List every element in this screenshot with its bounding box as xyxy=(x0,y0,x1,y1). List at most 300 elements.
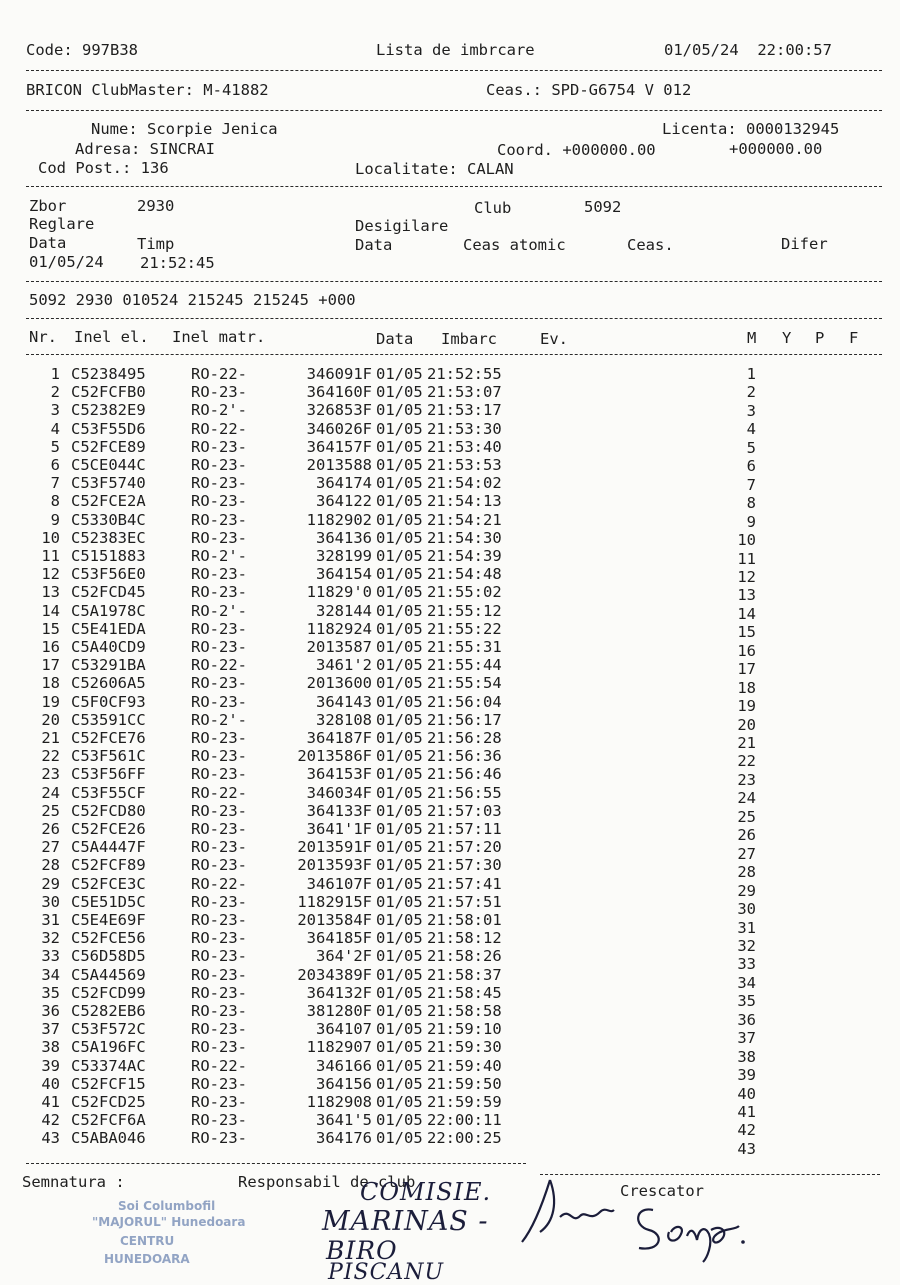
ring-number: 326853F xyxy=(306,401,372,420)
ring-electronic: C5E4E69F xyxy=(71,911,146,929)
col-ev: Ev. xyxy=(540,330,568,348)
position-m: 14 xyxy=(737,604,756,623)
ring-prefix: RO-23- xyxy=(191,983,247,1002)
ring-electronic: C52FCE3C xyxy=(71,874,146,893)
row-number: 7 xyxy=(50,474,60,493)
arrival-date: 01/05 xyxy=(376,983,423,1002)
arrival-date: 01/05 xyxy=(376,838,423,857)
desigilare-data-label: Data xyxy=(355,236,393,254)
row-number: 37 xyxy=(41,1020,60,1039)
ring-prefix: RO-23- xyxy=(191,1111,247,1130)
arrival-date: 01/05 xyxy=(376,729,423,747)
col-imbarc: Imbarc xyxy=(441,330,497,348)
arrival-date: 01/05 xyxy=(376,492,423,511)
position-m: 13 xyxy=(737,586,756,605)
ring-number: 346166 xyxy=(316,1056,372,1075)
position-m: 29 xyxy=(737,881,756,900)
row-number: 4 xyxy=(50,419,60,438)
ring-number: 3641'1F xyxy=(306,820,372,838)
table-row xyxy=(0,494,900,512)
arrival-date: 01/05 xyxy=(376,583,423,602)
arrival-date: 01/05 xyxy=(376,383,423,402)
ring-prefix: RO-2'- xyxy=(191,401,247,420)
row-number: 15 xyxy=(41,619,60,638)
position-m: 16 xyxy=(737,641,756,660)
ring-prefix: RO-23- xyxy=(191,1020,247,1039)
arrival-time: 21:57:20 xyxy=(427,838,502,857)
position-m: 12 xyxy=(737,567,756,586)
ring-number: 381280F xyxy=(306,1002,372,1020)
row-number: 36 xyxy=(41,1002,60,1020)
position-m: 36 xyxy=(737,1010,756,1029)
ring-electronic: C5E41EDA xyxy=(71,619,146,638)
ring-prefix: RO-22- xyxy=(191,419,247,438)
ring-prefix: RO-22- xyxy=(191,874,247,893)
ring-prefix: RO-2'- xyxy=(191,547,247,565)
ring-number: 2013593F xyxy=(297,856,372,875)
position-m: 38 xyxy=(737,1047,756,1066)
club-number: 5092 xyxy=(584,198,622,216)
position-m: 25 xyxy=(737,807,756,826)
position-m: 39 xyxy=(737,1066,756,1085)
table-row xyxy=(0,947,900,974)
row-number: 32 xyxy=(41,929,60,948)
owner-address: Adresa: SINCRAI xyxy=(75,140,215,158)
arrival-date: 01/05 xyxy=(376,947,423,966)
signature-label: Semnatura : xyxy=(22,1173,125,1191)
position-m: 24 xyxy=(737,789,756,808)
ring-number: 346091F xyxy=(306,365,372,383)
license-number: Licenta: 0000132945 xyxy=(662,120,840,138)
ring-electronic: C53291BA xyxy=(71,656,146,675)
arrival-date: 01/05 xyxy=(376,1111,423,1130)
arrival-time: 21:55:44 xyxy=(427,656,502,675)
arrival-time: 21:54:02 xyxy=(427,474,502,493)
position-m: 32 xyxy=(737,936,756,955)
owner-name: Nume: Scorpie Jenica xyxy=(91,120,278,138)
breeder-label: Crescator xyxy=(620,1182,704,1200)
ring-prefix: RO-23- xyxy=(191,1129,247,1148)
arrival-time: 21:59:59 xyxy=(427,1093,502,1111)
ring-number: 1182924 xyxy=(306,619,372,638)
arrival-time: 21:55:22 xyxy=(427,619,502,638)
arrival-date: 01/05 xyxy=(376,692,423,711)
arrival-time: 21:57:30 xyxy=(427,856,502,875)
ring-number: 11829'0 xyxy=(306,583,372,602)
arrival-date: 01/05 xyxy=(376,747,423,766)
position-m: 18 xyxy=(737,678,756,697)
arrival-date: 01/05 xyxy=(376,547,423,565)
row-number: 34 xyxy=(41,965,60,984)
ring-prefix: RO-23- xyxy=(191,456,247,474)
row-number: 8 xyxy=(50,492,60,511)
table-row xyxy=(0,692,900,716)
ring-prefix: RO-23- xyxy=(191,510,247,529)
row-number: 30 xyxy=(41,892,60,911)
col-m: M xyxy=(747,329,757,347)
col-f: F xyxy=(849,329,859,347)
divider xyxy=(26,186,882,187)
arrival-date: 01/05 xyxy=(376,474,423,493)
arrival-date: 01/05 xyxy=(376,710,423,729)
table-row xyxy=(0,965,900,992)
ring-number: 2034389F xyxy=(297,965,372,984)
ring-prefix: RO-23- xyxy=(191,1074,247,1093)
arrival-time: 21:58:37 xyxy=(427,965,502,984)
ring-number: 3641'5 xyxy=(316,1111,372,1130)
document-title: Lista de imbrcare xyxy=(376,41,535,59)
ring-prefix: RO-23- xyxy=(191,383,247,402)
ring-electronic: C5A4447F xyxy=(71,838,146,857)
row-number: 22 xyxy=(41,747,60,766)
arrival-date: 01/05 xyxy=(376,892,423,911)
row-number: 25 xyxy=(41,801,60,820)
row-number: 28 xyxy=(41,856,60,875)
arrival-date: 01/05 xyxy=(376,656,423,675)
arrival-date: 01/05 xyxy=(376,401,423,420)
ring-electronic: C52FCD80 xyxy=(71,801,146,820)
row-number: 23 xyxy=(41,765,60,784)
arrival-date: 01/05 xyxy=(376,1093,423,1111)
ring-prefix: RO-23- xyxy=(191,856,247,875)
reglare-label: Reglare xyxy=(29,215,95,233)
table-row xyxy=(0,674,900,697)
ring-electronic: C5A196FC xyxy=(71,1038,146,1057)
row-number: 31 xyxy=(41,911,60,929)
arrival-time: 21:58:26 xyxy=(427,947,502,966)
arrival-time: 21:57:41 xyxy=(427,874,502,893)
arrival-date: 01/05 xyxy=(376,365,423,383)
arrival-time: 21:56:36 xyxy=(427,747,502,766)
arrival-time: 21:54:13 xyxy=(427,492,502,511)
row-number: 38 xyxy=(41,1038,60,1057)
row-number: 21 xyxy=(41,729,60,747)
arrival-date: 01/05 xyxy=(376,874,423,893)
row-number: 33 xyxy=(41,947,60,966)
arrival-time: 21:56:46 xyxy=(427,765,502,784)
ring-number: 364185F xyxy=(306,929,372,948)
arrival-date: 01/05 xyxy=(376,911,423,929)
ring-prefix: RO-23- xyxy=(191,747,247,766)
position-m: 37 xyxy=(737,1029,756,1048)
row-number: 6 xyxy=(50,456,60,474)
time-label: Timp xyxy=(137,235,175,253)
position-m: 21 xyxy=(737,734,756,752)
arrival-date: 01/05 xyxy=(376,601,423,620)
arrival-date: 01/05 xyxy=(376,965,423,984)
ring-prefix: RO-23- xyxy=(191,1002,247,1020)
ring-electronic: C53F55CF xyxy=(71,783,146,802)
position-m: 9 xyxy=(746,512,756,531)
ring-prefix: RO-23- xyxy=(191,583,247,602)
coordinates-lon: +000000.00 xyxy=(729,140,823,158)
ring-electronic: C53F55D6 xyxy=(71,419,146,438)
arrival-time: 21:53:53 xyxy=(427,456,502,474)
ring-electronic: C52FCE2A xyxy=(71,492,146,511)
ring-electronic: C52FCF6A xyxy=(71,1111,146,1130)
position-m: 7 xyxy=(746,475,756,494)
ring-prefix: RO-23- xyxy=(191,619,247,638)
ring-number: 364187F xyxy=(306,729,372,747)
ring-electronic: C52382E9 xyxy=(71,401,146,420)
position-m: 42 xyxy=(737,1121,756,1140)
row-number: 18 xyxy=(41,674,60,693)
arrival-time: 21:55:12 xyxy=(427,601,502,620)
arrival-time: 22:00:25 xyxy=(427,1129,502,1148)
flight-number: 2930 xyxy=(137,197,175,215)
code-label: Code: 997B38 xyxy=(26,41,138,59)
position-m: 34 xyxy=(737,973,756,992)
arrival-date: 01/05 xyxy=(376,674,423,693)
ring-electronic: C53F561C xyxy=(71,747,146,766)
ring-electronic: C5A1978C xyxy=(71,601,146,620)
ring-prefix: RO-23- xyxy=(191,437,247,456)
atomic-clock-label: Ceas atomic xyxy=(463,236,566,254)
ring-number: 364143 xyxy=(316,692,372,711)
flight-code-line: 5092 2930 010524 215245 215245 +000 xyxy=(29,291,356,309)
ring-prefix: RO-2'- xyxy=(191,601,247,620)
ring-electronic: C5A40CD9 xyxy=(71,638,146,656)
ring-prefix: RO-23- xyxy=(191,528,247,547)
arrival-time: 21:58:01 xyxy=(427,911,502,929)
ring-prefix: RO-23- xyxy=(191,1093,247,1111)
arrival-time: 21:53:40 xyxy=(427,437,502,456)
ring-prefix: RO-23- xyxy=(191,729,247,747)
ring-prefix: RO-23- xyxy=(191,1038,247,1057)
arrival-time: 21:55:31 xyxy=(427,638,502,656)
clock-label: Ceas. xyxy=(627,236,674,254)
ring-number: 2013600 xyxy=(306,674,372,693)
club-responsible-label: Responsabil de club xyxy=(238,1173,416,1191)
ring-number: 364156 xyxy=(316,1074,372,1093)
arrival-date: 01/05 xyxy=(376,1038,423,1057)
arrival-date: 01/05 xyxy=(376,1129,423,1148)
ring-number: 1182908 xyxy=(306,1093,372,1111)
position-m: 40 xyxy=(737,1084,756,1103)
position-m: 20 xyxy=(737,715,756,734)
arrival-time: 21:53:30 xyxy=(427,419,502,438)
arrival-time: 21:59:10 xyxy=(427,1020,502,1039)
ring-prefix: RO-23- xyxy=(191,474,247,493)
position-m: 4 xyxy=(746,420,756,439)
arrival-date: 01/05 xyxy=(376,437,423,456)
ring-prefix: RO-23- xyxy=(191,838,247,857)
ring-electronic: C52FCD45 xyxy=(71,583,146,602)
ring-prefix: RO-22- xyxy=(191,783,247,802)
row-number: 43 xyxy=(41,1129,60,1148)
arrival-date: 01/05 xyxy=(376,528,423,547)
ring-electronic: C53374AC xyxy=(71,1056,146,1075)
position-m: 11 xyxy=(737,549,756,568)
position-m: 15 xyxy=(737,623,756,642)
ring-prefix: RO-23- xyxy=(191,765,247,784)
arrival-time: 21:55:02 xyxy=(427,583,502,602)
arrival-time: 21:57:03 xyxy=(427,801,502,820)
arrival-time: 21:56:17 xyxy=(427,710,502,729)
ring-number: 2013588 xyxy=(306,456,372,474)
ring-number: 2013586F xyxy=(297,747,372,766)
arrival-time: 21:56:55 xyxy=(427,783,502,802)
position-m: 5 xyxy=(746,438,756,457)
reglare-date: 01/05/24 xyxy=(29,253,104,271)
arrival-time: 21:53:07 xyxy=(427,383,502,402)
ring-electronic: C53591CC xyxy=(71,710,146,729)
ring-number: 364133F xyxy=(306,801,372,820)
position-m: 10 xyxy=(737,531,756,550)
arrival-date: 01/05 xyxy=(376,638,423,656)
table-row xyxy=(0,403,900,421)
ring-number: 3461'2 xyxy=(316,656,372,675)
ring-prefix: RO-23- xyxy=(191,492,247,511)
coordinates-lat: Coord. +000000.00 xyxy=(497,141,656,159)
ring-electronic: C56D58D5 xyxy=(71,947,146,966)
ring-electronic: C5238495 xyxy=(71,365,146,383)
ring-number: 2013587 xyxy=(306,638,372,656)
row-number: 13 xyxy=(41,583,60,602)
row-number: 5 xyxy=(50,437,60,456)
ring-prefix: RO-23- xyxy=(191,929,247,948)
ring-number: 2013591F xyxy=(297,838,372,857)
position-m: 19 xyxy=(737,697,756,716)
table-row xyxy=(0,765,900,789)
row-number: 1 xyxy=(50,365,60,383)
position-m: 8 xyxy=(746,494,756,513)
ring-number: 364'2F xyxy=(316,947,372,966)
ring-electronic: C52FCF15 xyxy=(71,1074,146,1093)
table-row xyxy=(0,585,900,603)
position-m: 6 xyxy=(746,457,756,476)
divider xyxy=(26,70,882,71)
arrival-time: 21:52:55 xyxy=(427,365,502,383)
arrival-time: 21:57:11 xyxy=(427,820,502,838)
position-m: 30 xyxy=(737,900,756,919)
reglare-time: 21:52:45 xyxy=(140,254,215,272)
flight-label: Zbor xyxy=(29,197,67,215)
ring-prefix: RO-23- xyxy=(191,674,247,693)
divider xyxy=(26,281,882,282)
position-m: 23 xyxy=(737,770,756,789)
row-number: 41 xyxy=(41,1093,60,1111)
arrival-time: 21:56:04 xyxy=(427,692,502,711)
arrival-date: 01/05 xyxy=(376,419,423,438)
arrival-date: 01/05 xyxy=(376,783,423,802)
col-y: Y xyxy=(782,329,792,347)
divider xyxy=(26,110,882,111)
position-m: 31 xyxy=(737,918,756,937)
arrival-date: 01/05 xyxy=(376,856,423,875)
ring-electronic: C53F5740 xyxy=(71,474,146,493)
ring-electronic: C53F56FF xyxy=(71,765,146,784)
row-number: 14 xyxy=(41,601,60,620)
position-m: 43 xyxy=(737,1139,756,1158)
row-number: 26 xyxy=(41,820,60,838)
ring-number: 364176 xyxy=(316,1129,372,1148)
row-number: 24 xyxy=(41,783,60,802)
ring-electronic: C52FCD99 xyxy=(71,983,146,1002)
ring-number: 364132F xyxy=(306,983,372,1002)
ring-prefix: RO-2'- xyxy=(191,710,247,729)
position-m: 3 xyxy=(746,401,756,420)
arrival-time: 21:54:48 xyxy=(427,565,502,584)
arrival-time: 21:58:12 xyxy=(427,929,502,948)
arrival-time: 21:56:28 xyxy=(427,729,502,747)
ring-number: 2013584F xyxy=(297,911,372,929)
ring-prefix: RO-23- xyxy=(191,638,247,656)
ring-number: 364160F xyxy=(306,383,372,402)
print-datetime: 01/05/24 22:00:57 xyxy=(664,41,832,59)
arrival-date: 01/05 xyxy=(376,510,423,529)
ring-electronic: C52FCE26 xyxy=(71,820,146,838)
col-p: P xyxy=(815,329,825,347)
arrival-date: 01/05 xyxy=(376,565,423,584)
locality: Localitate: CALAN xyxy=(355,160,514,178)
arrival-date: 01/05 xyxy=(376,820,423,838)
ring-electronic: C52383EC xyxy=(71,528,146,547)
ring-electronic: C5F0CF93 xyxy=(71,692,146,711)
arrival-date: 01/05 xyxy=(376,456,423,474)
position-m: 22 xyxy=(737,752,756,771)
ring-number: 364154 xyxy=(316,565,372,584)
ring-prefix: RO-23- xyxy=(191,565,247,584)
row-number: 27 xyxy=(41,838,60,857)
arrival-date: 01/05 xyxy=(376,765,423,784)
table-row xyxy=(0,419,900,440)
breeder-signature-icon xyxy=(625,1196,755,1266)
ring-electronic: C52FCFB0 xyxy=(71,383,146,402)
position-m: 2 xyxy=(746,383,756,402)
data-label: Data xyxy=(29,234,67,252)
ring-prefix: RO-22- xyxy=(191,365,247,383)
ring-prefix: RO-23- xyxy=(191,820,247,838)
arrival-time: 21:53:17 xyxy=(427,401,502,420)
arrival-time: 21:55:54 xyxy=(427,674,502,693)
ring-number: 1182915F xyxy=(297,892,372,911)
row-number: 42 xyxy=(41,1111,60,1130)
ring-electronic: C53F572C xyxy=(71,1020,146,1039)
position-m: 27 xyxy=(737,844,756,863)
row-number: 35 xyxy=(41,983,60,1002)
ring-electronic: C5151883 xyxy=(71,547,146,565)
row-number: 2 xyxy=(50,383,60,402)
ring-prefix: RO-23- xyxy=(191,692,247,711)
ring-prefix: RO-23- xyxy=(191,947,247,966)
arrival-time: 21:54:39 xyxy=(427,547,502,565)
col-data: Data xyxy=(376,330,414,348)
ring-number: 364122 xyxy=(316,492,372,511)
arrival-date: 01/05 xyxy=(376,1020,423,1039)
ring-electronic: C52606A5 xyxy=(71,674,146,693)
col-ring-matriculation: Inel matr. xyxy=(172,328,266,346)
signature-scribble-icon xyxy=(510,1172,620,1252)
arrival-date: 01/05 xyxy=(376,929,423,948)
col-nr: Nr. xyxy=(29,328,57,346)
ring-prefix: RO-23- xyxy=(191,911,247,929)
ring-number: 346026F xyxy=(306,419,372,438)
ring-electronic: C52FCE89 xyxy=(71,437,146,456)
row-number: 29 xyxy=(41,874,60,893)
table-row xyxy=(0,856,900,882)
ring-number: 364136 xyxy=(316,528,372,547)
arrival-time: 21:54:30 xyxy=(427,528,502,547)
ring-electronic: C52FCF89 xyxy=(71,856,146,875)
ring-electronic: C5282EB6 xyxy=(71,1002,146,1020)
position-m: 17 xyxy=(737,660,756,679)
ring-number: 328108 xyxy=(316,710,372,729)
ring-number: 364157F xyxy=(306,437,372,456)
ring-number: 1182902 xyxy=(306,510,372,529)
row-number: 39 xyxy=(41,1056,60,1075)
row-number: 12 xyxy=(41,565,60,584)
